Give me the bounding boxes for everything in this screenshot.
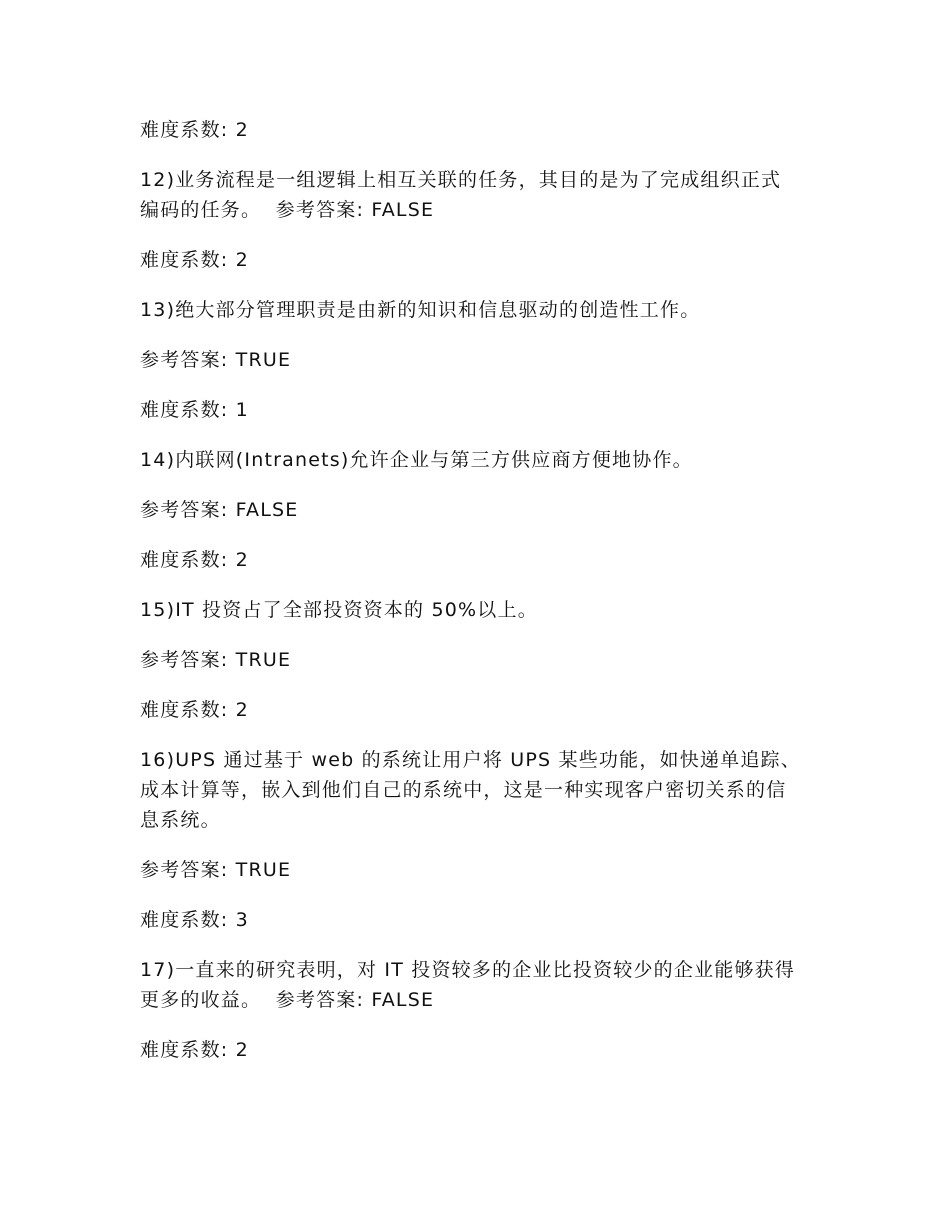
text-line: 16)UPS 通过基于 web 的系统让用户将 UPS 某些功能，如快递单追踪、	[140, 749, 801, 771]
text-line: 参考答案: TRUE	[140, 859, 292, 881]
text-line: 14)内联网(Intranets)允许企业与第三方供应商方便地协作。	[140, 449, 693, 471]
paragraph	[140, 445, 820, 475]
text-line: 难度系数: 2	[140, 249, 249, 271]
text-line: 参考答案: FALSE	[140, 499, 299, 521]
paragraph	[140, 395, 820, 425]
paragraph	[140, 295, 820, 325]
paragraph	[140, 495, 820, 525]
text-line: 更多的收益。 参考答案: FALSE	[140, 989, 435, 1011]
paragraph	[140, 955, 820, 1015]
text-line: 难度系数: 3	[140, 909, 249, 931]
text-line: 难度系数: 2	[140, 549, 249, 571]
text-line: 12)业务流程是一组逻辑上相互关联的任务，其目的是为了完成组织正式	[140, 169, 782, 191]
paragraph	[140, 695, 820, 725]
text-line: 难度系数: 2	[140, 119, 249, 141]
paragraph	[140, 745, 820, 835]
paragraph	[140, 345, 820, 375]
document-page	[140, 115, 820, 1085]
text-line: 参考答案: TRUE	[140, 649, 292, 671]
paragraph	[140, 855, 820, 885]
text-line: 编码的任务。 参考答案: FALSE	[140, 199, 435, 221]
paragraph	[140, 905, 820, 935]
paragraph	[140, 595, 820, 625]
text-line: 成本计算等，嵌入到他们自己的系统中，这是一种实现客户密切关系的信	[140, 779, 787, 801]
paragraph	[140, 1035, 820, 1065]
text-line: 13)绝大部分管理职责是由新的知识和信息驱动的创造性工作。	[140, 299, 701, 321]
paragraph	[140, 645, 820, 675]
paragraph	[140, 545, 820, 575]
text-line: 难度系数: 2	[140, 1039, 249, 1061]
text-line: 参考答案: TRUE	[140, 349, 292, 371]
text-line: 难度系数: 1	[140, 399, 249, 421]
text-line: 17)一直来的研究表明，对 IT 投资较多的企业比投资较少的企业能够获得	[140, 959, 796, 981]
text-line: 15)IT 投资占了全部投资资本的 50%以上。	[140, 599, 538, 621]
paragraph	[140, 165, 820, 225]
paragraph	[140, 245, 820, 275]
text-line: 息系统。	[140, 809, 221, 831]
paragraph	[140, 115, 820, 145]
text-line: 难度系数: 2	[140, 699, 249, 721]
